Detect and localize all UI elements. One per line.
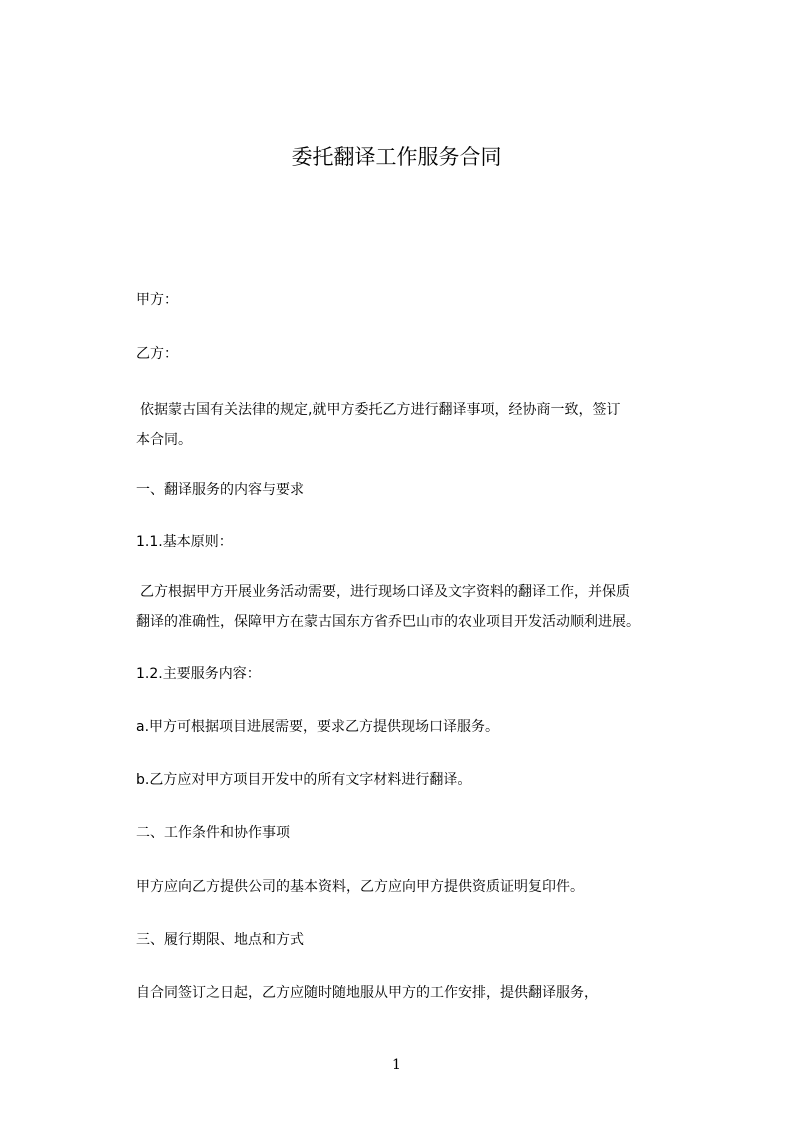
party-b-label: 乙方： [136, 346, 178, 362]
list-item-a: a.甲方可根据项目进展需要，要求乙方提供现场口译服务。 [136, 719, 500, 735]
section-1-2-heading: 1.2.主要服务内容： [136, 666, 261, 682]
intro-line-2: 本合同。 [136, 432, 192, 448]
list-item-b: b.乙方应对甲方项目开发中的所有文字材料进行翻译。 [136, 772, 472, 788]
section-1-1-line-2: 翻译的准确性，保障甲方在蒙古国东方省乔巴山市的农业项目开发活动顺利进展。 [136, 614, 640, 630]
section-1-heading: 一、翻译服务的内容与要求 [136, 482, 304, 498]
section-3-text: 自合同签订之日起，乙方应随时随地服从甲方的工作安排，提供翻译服务， [136, 985, 598, 1001]
section-2-heading: 二、工作条件和协作事项 [136, 825, 290, 841]
intro-paragraph [136, 395, 658, 455]
page-number: 1 [392, 1057, 401, 1073]
intro-line-1: 依据蒙古国有关法律的规定,就甲方委托乙方进行翻译事项，经协商一致，签订 [140, 402, 621, 418]
section-1-1-paragraph [136, 577, 658, 637]
section-1-1-heading: 1.1.基本原则： [136, 534, 233, 550]
section-3-heading: 三、履行期限、地点和方式 [136, 932, 304, 948]
document-title: 委托翻译工作服务合同 [291, 145, 502, 169]
section-2-text: 甲方应向乙方提供公司的基本资料，乙方应向甲方提供资质证明复印件。 [136, 879, 584, 895]
party-a-label: 甲方： [136, 292, 178, 308]
section-1-1-line-1: 乙方根据甲方开展业务活动需要，进行现场口译及文字资料的翻译工作，并保质 [140, 584, 630, 600]
